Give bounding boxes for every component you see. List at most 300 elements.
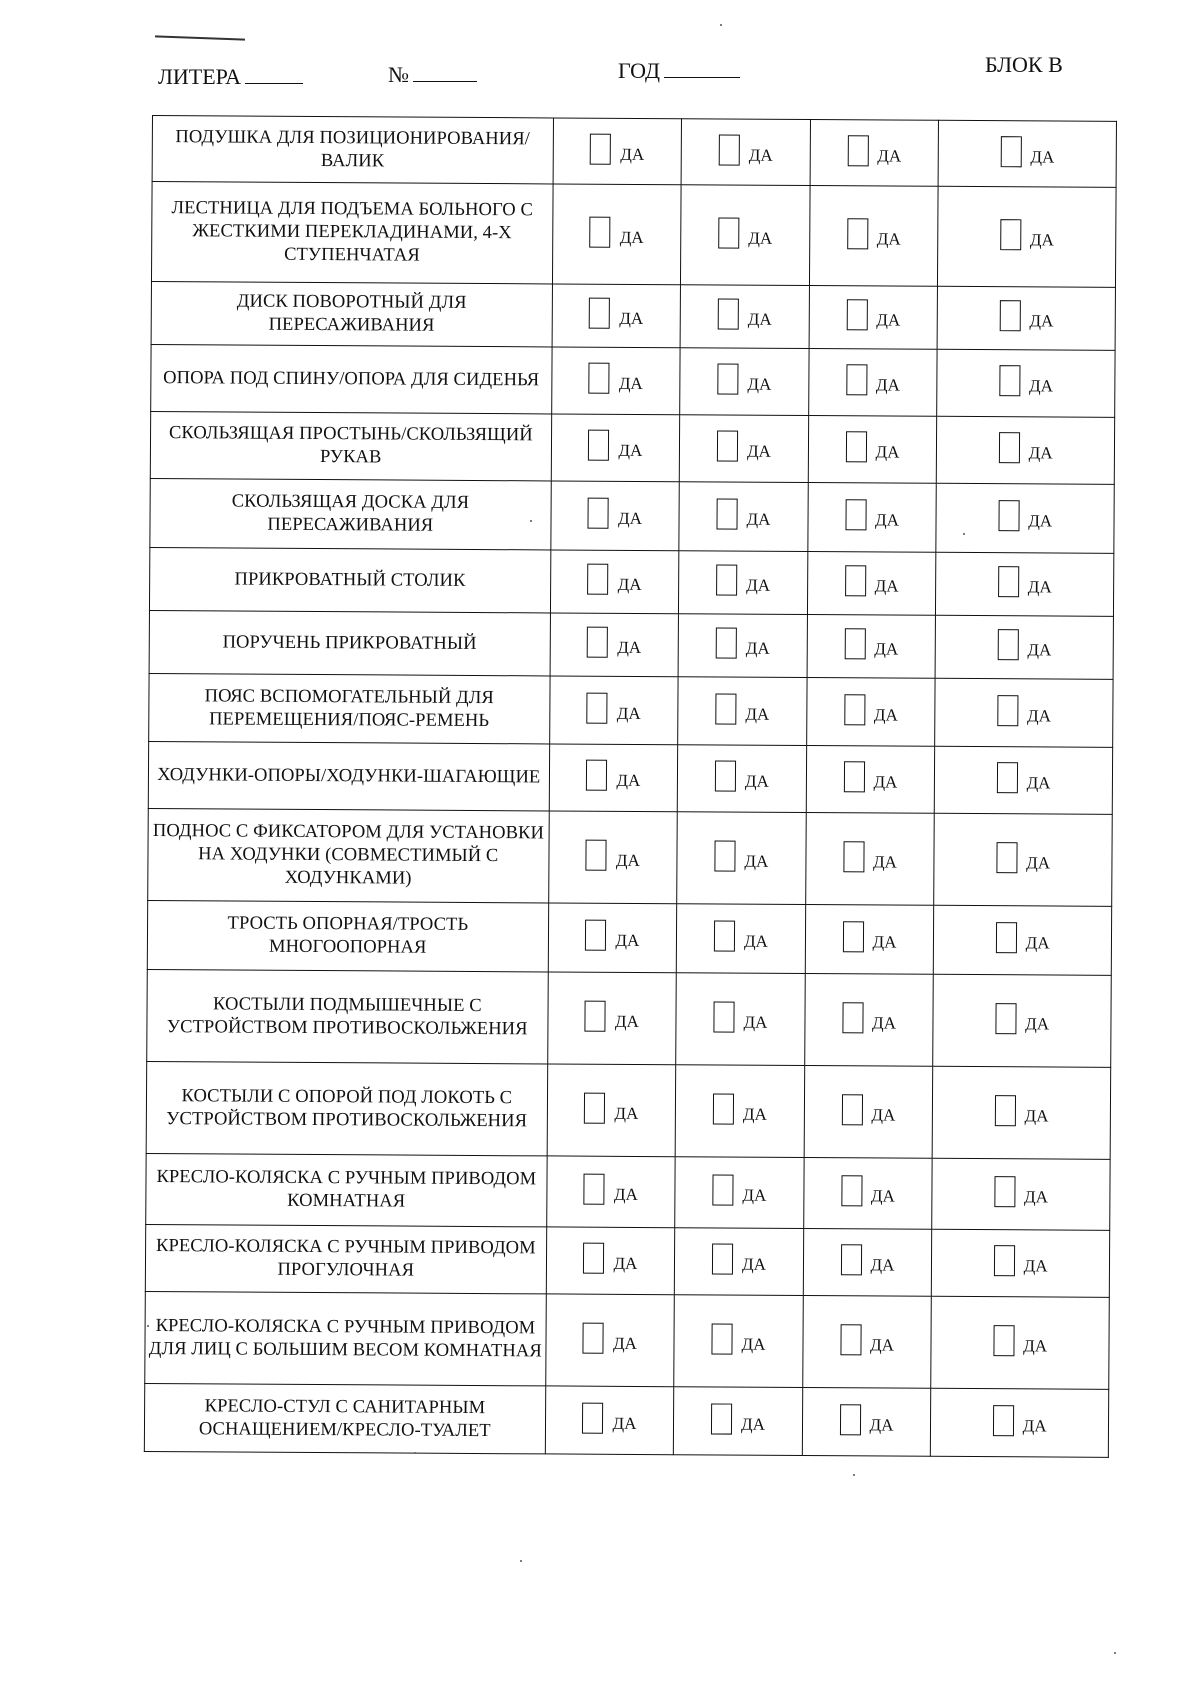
- yes-option[interactable]: [585, 1000, 639, 1031]
- yes-checkbox[interactable]: [845, 565, 866, 596]
- yes-label: ДА: [871, 1104, 896, 1125]
- yes-label: ДА: [1022, 1415, 1047, 1435]
- yes-checkbox[interactable]: [712, 1174, 733, 1205]
- yes-option[interactable]: [843, 841, 897, 872]
- yes-checkbox[interactable]: [999, 432, 1020, 463]
- option-cell: [937, 349, 1115, 417]
- option-cell: [935, 678, 1113, 747]
- scan-speck: [720, 24, 722, 26]
- yes-option[interactable]: [716, 627, 770, 658]
- yes-option[interactable]: [840, 1244, 894, 1275]
- yes-option[interactable]: [844, 628, 898, 659]
- yes-checkbox[interactable]: [842, 921, 863, 952]
- number-label: №: [388, 62, 409, 87]
- option-cell: [678, 614, 807, 678]
- option-cell: [553, 118, 682, 185]
- yes-checkbox[interactable]: [843, 761, 864, 792]
- yes-checkbox[interactable]: [997, 695, 1018, 726]
- yes-checkbox[interactable]: [590, 133, 611, 164]
- yes-option[interactable]: [994, 1176, 1048, 1207]
- option-cell: [546, 1156, 675, 1228]
- option-cell: [802, 1387, 931, 1456]
- yes-checkbox[interactable]: [843, 841, 864, 872]
- yes-checkbox[interactable]: [583, 1322, 604, 1353]
- option-cell: [549, 676, 678, 745]
- yes-label: ДА: [873, 772, 898, 792]
- yes-option[interactable]: [997, 695, 1051, 726]
- yes-option[interactable]: [995, 1095, 1049, 1126]
- yes-label: ДА: [1024, 1105, 1049, 1125]
- yes-label: ДА: [874, 639, 899, 659]
- yes-checkbox[interactable]: [997, 762, 1018, 793]
- option-cell: [805, 905, 934, 975]
- option-cell: [675, 1157, 804, 1229]
- yes-checkbox[interactable]: [582, 1402, 603, 1433]
- table-row: [146, 1153, 1110, 1230]
- yes-option[interactable]: [713, 1001, 767, 1032]
- yes-checkbox[interactable]: [717, 430, 738, 461]
- yes-option[interactable]: [999, 365, 1053, 396]
- option-cell: [804, 1066, 933, 1159]
- litera-blank[interactable]: [245, 65, 303, 84]
- table-row: [151, 281, 1115, 350]
- yes-label: ДА: [874, 576, 899, 596]
- option-cell: [937, 416, 1115, 484]
- yes-checkbox[interactable]: [717, 363, 738, 394]
- equipment-name: ПОРУЧЕНЬ ПРИКРОВАТНЫЙ: [149, 610, 550, 675]
- yes-checkbox[interactable]: [716, 627, 737, 658]
- table-row: [151, 344, 1115, 417]
- yes-option[interactable]: [715, 693, 769, 724]
- yes-label: ДА: [618, 373, 643, 394]
- yes-checkbox[interactable]: [588, 564, 609, 595]
- yes-checkbox[interactable]: [711, 1403, 732, 1434]
- yes-option[interactable]: [714, 840, 768, 871]
- option-cell: [677, 745, 806, 813]
- yes-option[interactable]: [847, 218, 901, 249]
- option-cell: [680, 348, 809, 416]
- yes-option[interactable]: [842, 921, 896, 952]
- option-cell: [551, 481, 680, 551]
- table-row: [144, 1383, 1108, 1457]
- option-cell: [934, 746, 1112, 814]
- option-cell: [552, 184, 681, 285]
- option-cell: [550, 550, 679, 614]
- yes-option[interactable]: [996, 842, 1050, 873]
- yes-option[interactable]: [995, 1003, 1049, 1034]
- option-cell: [547, 1064, 676, 1157]
- yes-checkbox[interactable]: [589, 363, 610, 394]
- yes-label: ДА: [869, 1414, 894, 1435]
- equipment-table: [144, 115, 1117, 1458]
- yes-option[interactable]: [715, 760, 769, 791]
- yes-label: ДА: [1028, 511, 1053, 531]
- yes-option[interactable]: [589, 363, 643, 394]
- yes-option[interactable]: [841, 1094, 895, 1125]
- yes-label: ДА: [616, 703, 641, 723]
- yes-checkbox[interactable]: [997, 629, 1018, 660]
- yes-label: ДА: [871, 1012, 896, 1033]
- yes-checkbox[interactable]: [583, 1243, 604, 1274]
- table-row: [148, 741, 1112, 814]
- yes-label: ДА: [1023, 1256, 1048, 1276]
- yes-checkbox[interactable]: [589, 298, 610, 329]
- yes-label: ДА: [875, 442, 900, 462]
- number-blank[interactable]: [413, 63, 477, 82]
- yes-option[interactable]: [847, 135, 901, 166]
- option-cell: [808, 483, 937, 553]
- yes-option[interactable]: [712, 1243, 766, 1274]
- yes-label: ДА: [615, 930, 640, 950]
- yes-option[interactable]: [994, 1245, 1048, 1276]
- yes-label: ДА: [876, 228, 901, 249]
- yes-label: ДА: [1026, 705, 1051, 726]
- option-cell: [680, 285, 809, 349]
- table-row: [152, 116, 1116, 188]
- yes-checkbox[interactable]: [994, 1176, 1015, 1207]
- yes-option[interactable]: [845, 499, 899, 530]
- option-cell: [547, 972, 676, 1065]
- yes-option[interactable]: [1000, 136, 1054, 167]
- option-cell: [936, 552, 1114, 616]
- yes-option[interactable]: [997, 629, 1051, 660]
- yes-checkbox[interactable]: [846, 364, 867, 395]
- yes-checkbox[interactable]: [999, 300, 1020, 331]
- yes-checkbox[interactable]: [711, 1323, 732, 1354]
- option-cell: [679, 482, 808, 552]
- yes-option[interactable]: [719, 134, 773, 165]
- block-label: БЛОК В: [985, 52, 1063, 77]
- yes-label: ДА: [617, 637, 642, 657]
- yes-option[interactable]: [993, 1405, 1047, 1436]
- yes-option[interactable]: [590, 133, 644, 164]
- table-row: [150, 478, 1114, 553]
- yes-checkbox[interactable]: [588, 430, 609, 461]
- equipment-name: ОПОРА ПОД СПИНУ/ОПОРА ДЛЯ СИДЕНЬЯ: [151, 344, 552, 413]
- yes-checkbox[interactable]: [839, 1404, 860, 1435]
- yes-checkbox[interactable]: [847, 135, 868, 166]
- yes-label: ДА: [872, 932, 897, 952]
- yes-checkbox[interactable]: [842, 1002, 863, 1033]
- yes-checkbox[interactable]: [586, 839, 607, 870]
- table-row: [145, 1291, 1110, 1389]
- year-label: ГОД: [618, 58, 660, 83]
- table-row: [149, 610, 1113, 679]
- yes-checkbox[interactable]: [998, 500, 1019, 531]
- yes-label: ДА: [1028, 443, 1053, 463]
- yes-checkbox[interactable]: [846, 299, 867, 330]
- yes-option[interactable]: [587, 692, 641, 723]
- equipment-name: ПОЯС ВСПОМОГАТЕЛЬНЫЙ ДЛЯ ПЕРЕМЕЩЕНИЯ/ПОЯС-РЕМЕНЬ: [149, 673, 550, 743]
- option-cell: [934, 813, 1112, 906]
- year-field: [618, 58, 740, 84]
- yes-checkbox[interactable]: [713, 1001, 734, 1032]
- yes-checkbox[interactable]: [995, 1095, 1016, 1126]
- yes-label: ДА: [614, 1011, 639, 1031]
- yes-checkbox[interactable]: [584, 1174, 605, 1205]
- option-cell: [552, 284, 681, 348]
- yes-option[interactable]: [583, 1243, 637, 1274]
- yes-checkbox[interactable]: [714, 840, 735, 871]
- yes-label: ДА: [1029, 229, 1054, 250]
- yes-option[interactable]: [718, 217, 772, 248]
- yes-option[interactable]: [845, 431, 899, 462]
- yes-checkbox[interactable]: [585, 1000, 606, 1031]
- yes-checkbox[interactable]: [844, 628, 865, 659]
- yes-checkbox[interactable]: [718, 298, 739, 329]
- yes-option[interactable]: [843, 761, 897, 792]
- yes-label: ДА: [875, 375, 900, 395]
- yes-checkbox[interactable]: [994, 1245, 1015, 1276]
- yes-option[interactable]: [998, 500, 1052, 531]
- option-cell: [805, 813, 934, 906]
- yes-option[interactable]: [841, 1175, 895, 1206]
- yes-option[interactable]: [588, 430, 642, 461]
- yes-option[interactable]: [997, 762, 1051, 793]
- yes-option[interactable]: [716, 564, 770, 595]
- equipment-name: СКОЛЬЗЯЩАЯ ПРОСТЫНЬ/СКОЛЬЗЯЩИЙ РУКАВ: [150, 411, 551, 480]
- yes-label: ДА: [740, 1414, 765, 1434]
- option-cell: [809, 186, 938, 287]
- yes-checkbox[interactable]: [844, 694, 865, 725]
- yes-checkbox[interactable]: [718, 217, 739, 248]
- yes-label: ДА: [614, 1103, 639, 1123]
- equipment-name: ТРОСТЬ ОПОРНАЯ/ТРОСТЬ МНОГООПОРНАЯ: [147, 900, 548, 971]
- table-row: [149, 673, 1113, 747]
- yes-checkbox[interactable]: [586, 760, 607, 791]
- option-cell: [546, 1227, 675, 1295]
- scan-speck: [1114, 1652, 1116, 1654]
- option-cell: [937, 286, 1115, 350]
- equipment-name: ПРИКРОВАТНЫЙ СТОЛИК: [149, 547, 550, 612]
- yes-checkbox[interactable]: [587, 692, 608, 723]
- yes-checkbox[interactable]: [841, 1094, 862, 1125]
- equipment-name: КРЕСЛО-КОЛЯСКА С РУЧНЫМ ПРИВОДОМ ПРОГУЛОЧНАЯ: [145, 1224, 546, 1293]
- yes-option[interactable]: [845, 565, 899, 596]
- option-cell: [936, 483, 1114, 553]
- yes-label: ДА: [872, 851, 897, 872]
- yes-option[interactable]: [712, 1174, 766, 1205]
- yes-label: ДА: [747, 309, 772, 329]
- yes-option[interactable]: [716, 498, 770, 529]
- yes-checkbox[interactable]: [996, 842, 1017, 873]
- yes-option[interactable]: [846, 299, 900, 330]
- yes-checkbox[interactable]: [1000, 219, 1021, 250]
- yes-checkbox[interactable]: [587, 627, 608, 658]
- yes-label: ДА: [613, 1184, 638, 1204]
- litera-label: ЛИТЕРА: [158, 64, 241, 89]
- yes-option[interactable]: [711, 1323, 765, 1354]
- table-row: [147, 900, 1111, 975]
- option-cell: [807, 552, 936, 616]
- option-cell: [806, 678, 935, 747]
- option-cell: [932, 1158, 1110, 1230]
- yes-checkbox[interactable]: [585, 920, 606, 951]
- yes-label: ДА: [1028, 376, 1053, 396]
- yes-checkbox[interactable]: [712, 1243, 733, 1274]
- yes-option[interactable]: [590, 216, 644, 247]
- yes-label: ДА: [612, 1413, 637, 1433]
- yes-label: ДА: [1030, 146, 1055, 167]
- yes-label: ДА: [748, 145, 773, 165]
- yes-checkbox[interactable]: [995, 1003, 1016, 1034]
- yes-option[interactable]: [584, 1092, 638, 1123]
- yes-option[interactable]: [587, 627, 641, 658]
- year-blank[interactable]: [664, 59, 740, 78]
- yes-label: ДА: [744, 771, 769, 791]
- yes-checkbox[interactable]: [996, 922, 1017, 953]
- yes-option[interactable]: [993, 1325, 1047, 1356]
- yes-option[interactable]: [999, 300, 1053, 331]
- option-cell: [931, 1296, 1109, 1389]
- litera-field: [158, 64, 303, 90]
- yes-label: ДА: [619, 308, 644, 329]
- scan-speck: [963, 533, 965, 535]
- yes-option[interactable]: [844, 694, 898, 725]
- yes-label: ДА: [875, 510, 900, 530]
- table-row: [148, 808, 1113, 906]
- yes-checkbox[interactable]: [714, 920, 735, 951]
- equipment-name: КОСТЫЛИ ПОДМЫШЕЧНЫЕ С УСТРОЙСТВОМ ПРОТИВОСКОЛЬЖЕНИЯ: [147, 969, 548, 1063]
- option-cell: [938, 186, 1116, 287]
- option-cell: [675, 1065, 804, 1158]
- option-cell: [551, 347, 680, 415]
- yes-label: ДА: [618, 440, 643, 461]
- table-row: [150, 411, 1114, 484]
- yes-checkbox[interactable]: [993, 1325, 1014, 1356]
- yes-option[interactable]: [998, 566, 1052, 597]
- table-row: [149, 547, 1113, 616]
- option-cell: [681, 119, 810, 186]
- yes-option[interactable]: [717, 363, 771, 394]
- yes-option[interactable]: [713, 1093, 767, 1124]
- yes-option[interactable]: [714, 920, 768, 951]
- option-cell: [807, 615, 936, 679]
- yes-label: ДА: [620, 144, 645, 164]
- yes-label: ДА: [746, 575, 771, 595]
- option-cell: [548, 811, 677, 904]
- yes-checkbox[interactable]: [1000, 136, 1021, 167]
- yes-checkbox[interactable]: [584, 1092, 605, 1123]
- yes-option[interactable]: [582, 1402, 636, 1433]
- yes-option[interactable]: [588, 564, 642, 595]
- scan-speck: [530, 520, 532, 522]
- yes-checkbox[interactable]: [840, 1324, 861, 1355]
- option-cell: [545, 1386, 674, 1455]
- yes-option[interactable]: [585, 920, 639, 951]
- yes-label: ДА: [743, 1012, 768, 1032]
- yes-label: ДА: [745, 638, 770, 658]
- option-cell: [545, 1294, 674, 1387]
- yes-label: ДА: [743, 931, 768, 951]
- equipment-name: КРЕСЛО-КОЛЯСКА С РУЧНЫМ ПРИВОДОМ ДЛЯ ЛИЦ С БОЛЬШИМ ВЕСОМ КОМНАТНАЯ: [145, 1291, 546, 1385]
- option-cell: [550, 613, 679, 677]
- scan-speck: [414, 1452, 416, 1454]
- yes-checkbox[interactable]: [715, 760, 736, 791]
- yes-checkbox[interactable]: [716, 564, 737, 595]
- yes-label: ДА: [1026, 773, 1051, 793]
- yes-checkbox[interactable]: [998, 566, 1019, 597]
- yes-label: ДА: [613, 1253, 638, 1273]
- yes-checkbox[interactable]: [590, 216, 611, 247]
- yes-label: ДА: [873, 704, 898, 725]
- yes-checkbox[interactable]: [715, 693, 736, 724]
- yes-checkbox[interactable]: [845, 499, 866, 530]
- equipment-table-body: [144, 116, 1116, 1458]
- yes-option[interactable]: [842, 1002, 896, 1033]
- yes-option[interactable]: [584, 1174, 638, 1205]
- table-row: [151, 182, 1116, 288]
- yes-option[interactable]: [846, 364, 900, 395]
- yes-option[interactable]: [718, 298, 772, 329]
- yes-label: ДА: [870, 1186, 895, 1206]
- yes-option[interactable]: [589, 298, 643, 329]
- yes-checkbox[interactable]: [588, 498, 609, 529]
- option-cell: [810, 120, 939, 187]
- yes-option[interactable]: [999, 432, 1053, 463]
- equipment-name: КРЕСЛО-СТУЛ С САНИТАРНЫМ ОСНАЩЕНИЕМ/КРЕСЛО-ТУАЛЕТ: [144, 1383, 545, 1453]
- yes-checkbox[interactable]: [840, 1244, 861, 1275]
- scan-speck: [147, 1325, 149, 1327]
- option-cell: [677, 812, 806, 905]
- yes-option[interactable]: [839, 1404, 893, 1435]
- option-cell: [676, 904, 805, 974]
- yes-label: ДА: [1027, 640, 1052, 660]
- yes-label: ДА: [1025, 933, 1050, 953]
- yes-option[interactable]: [586, 760, 640, 791]
- yes-option[interactable]: [588, 498, 642, 529]
- yes-checkbox[interactable]: [841, 1175, 862, 1206]
- option-cell: [809, 286, 938, 350]
- option-cell: [548, 903, 677, 973]
- yes-checkbox[interactable]: [847, 218, 868, 249]
- yes-label: ДА: [617, 574, 642, 594]
- scan-mark: [155, 35, 245, 40]
- yes-label: ДА: [744, 851, 769, 871]
- yes-option[interactable]: [840, 1324, 894, 1355]
- yes-checkbox[interactable]: [845, 431, 866, 462]
- yes-label: ДА: [1029, 311, 1054, 331]
- yes-option[interactable]: [586, 839, 640, 870]
- yes-label: ДА: [742, 1185, 767, 1205]
- option-cell: [803, 1229, 932, 1297]
- yes-option[interactable]: [1000, 219, 1054, 250]
- option-cell: [804, 974, 933, 1067]
- yes-checkbox[interactable]: [716, 498, 737, 529]
- option-cell: [674, 1228, 803, 1296]
- yes-option[interactable]: [583, 1322, 637, 1353]
- yes-label: ДА: [741, 1254, 766, 1274]
- yes-label: ДА: [615, 850, 640, 870]
- yes-checkbox[interactable]: [999, 365, 1020, 396]
- option-cell: [931, 1388, 1109, 1457]
- yes-label: ДА: [876, 310, 901, 330]
- yes-option[interactable]: [996, 922, 1050, 953]
- yes-checkbox[interactable]: [713, 1093, 734, 1124]
- option-cell: [933, 974, 1111, 1067]
- yes-label: ДА: [1023, 1335, 1048, 1355]
- option-cell: [932, 1066, 1110, 1159]
- yes-checkbox[interactable]: [719, 134, 740, 165]
- yes-checkbox[interactable]: [993, 1405, 1014, 1436]
- yes-label: ДА: [870, 1255, 895, 1275]
- yes-option[interactable]: [711, 1403, 765, 1434]
- yes-label: ДА: [1027, 577, 1052, 597]
- equipment-name: ХОДУНКИ-ОПОРЫ/ХОДУНКИ-ШАГАЮЩИЕ: [148, 741, 549, 810]
- equipment-name: КРЕСЛО-КОЛЯСКА С РУЧНЫМ ПРИВОДОМ КОМНАТНАЯ: [146, 1153, 547, 1226]
- yes-option[interactable]: [717, 430, 771, 461]
- form-header: [0, 52, 1200, 98]
